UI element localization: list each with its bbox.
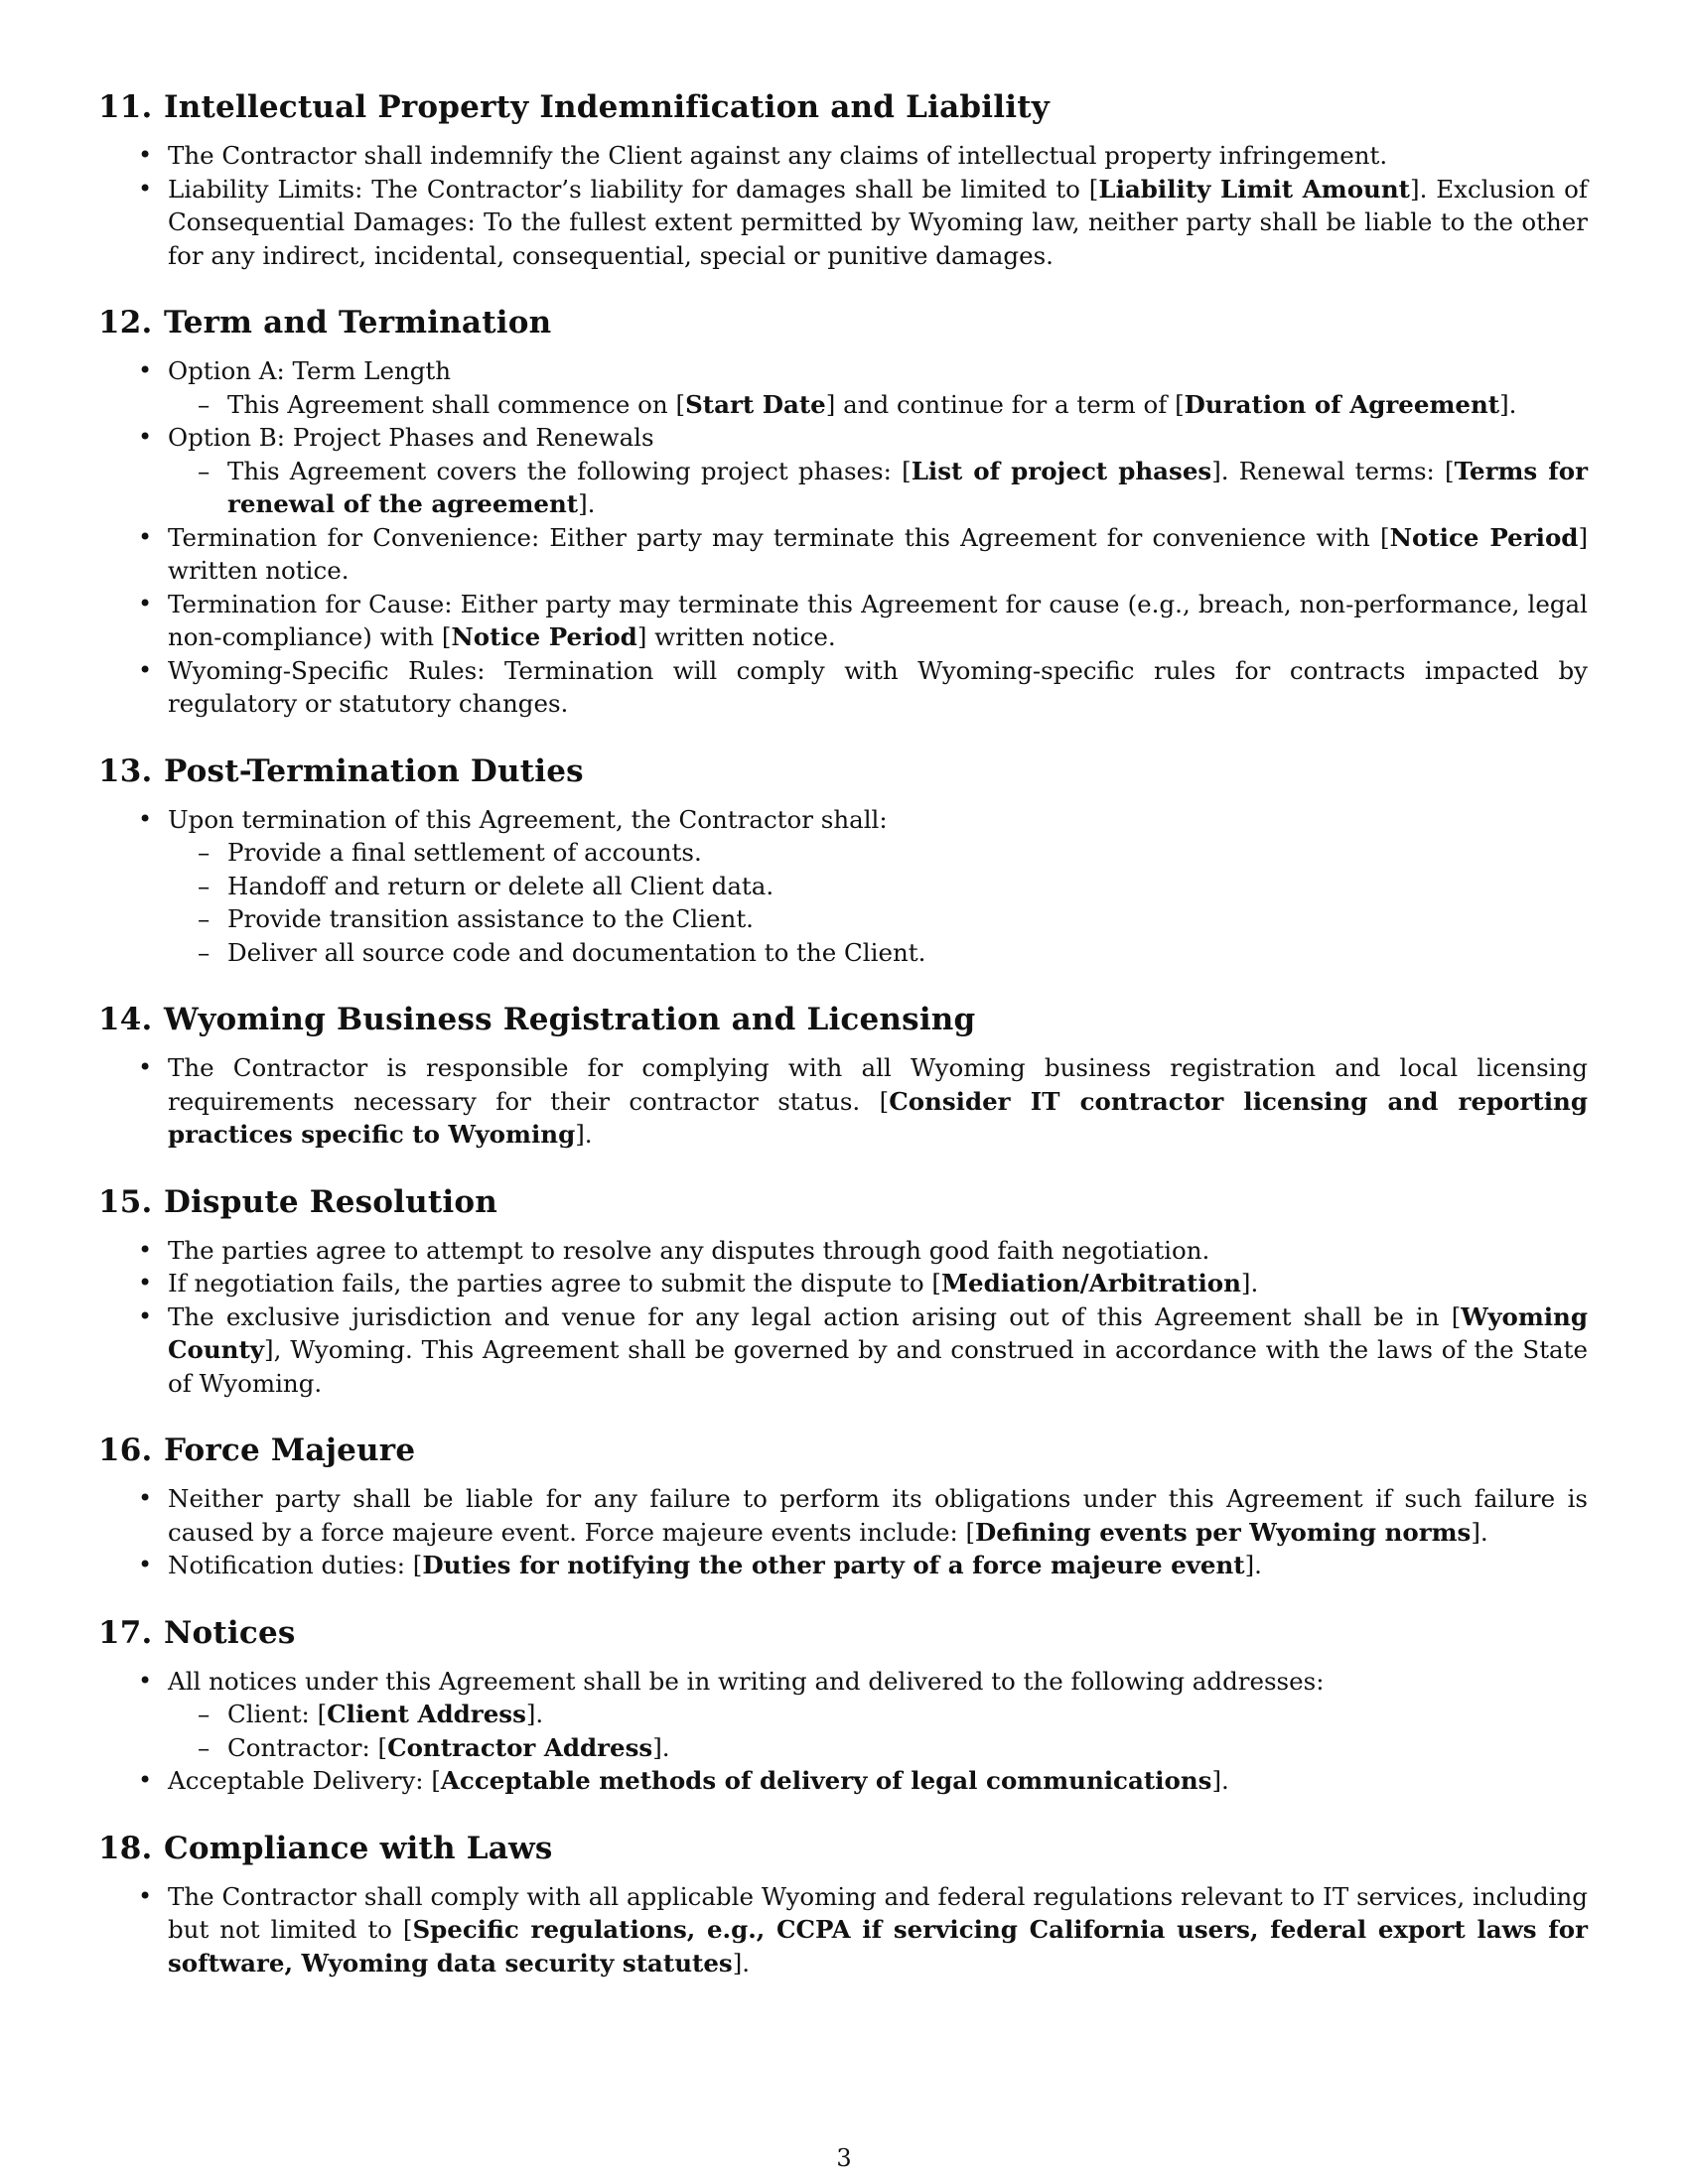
section-14 [98,1000,1588,1152]
section-13 [98,751,1588,970]
placeholder-field: Terms for renewal of the agreement [227,456,1588,518]
list-item: • Wyoming-Specific Rules: Termination will comply with Wyoming-specific rules for contracts impacted by regulatory or statutory changes. [98,654,1588,721]
sub-list-item: – Provide transition assistance to the Client. [168,902,1588,936]
placeholder-field: Contractor Address [387,1732,653,1762]
placeholder-field: Specific regulations, e.g., CCPA if servicing California users, federal export laws for software, Wyoming data security statutes [168,1915,1588,1978]
list-item: • The Contractor shall indemnify the Client against any claims of intellectual property infringement. [98,139,1588,173]
list-item: • Option A: Term Length – This Agreement shall commence on [Start Date] and continue for a term of [Duration of Agreement]. [98,354,1588,421]
placeholder-field: Duties for notifying the other party of a force majeure event [422,1551,1245,1579]
section-heading: 13. Post-Termination Duties [98,752,584,789]
sub-list-item: – This Agreement covers the following project phases: [List of project phases]. Renewal terms: [Terms for renewal of the agreement]. [168,455,1588,521]
placeholder-field: Mediation/Arbitration [940,1269,1241,1297]
placeholder-field: Start Date [685,389,826,419]
page-number: 3 [836,2144,852,2172]
bullet-list [98,354,1588,721]
placeholder-field: Wyoming County [168,1301,1588,1364]
section-11 [98,87,1588,272]
placeholder-field: List of project phases [911,456,1212,485]
bullet-list [98,1051,1588,1152]
sub-list [168,455,1588,521]
sub-list-item: – Provide a final settlement of accounts. [168,836,1588,870]
list-item: • Acceptable Delivery: [Acceptable methods of delivery of legal communications]. [98,1764,1588,1798]
list-item: • The parties agree to attempt to resolve any disputes through good faith negotiation. [98,1234,1588,1268]
sub-list-item: – Handoff and return or delete all Client data. [168,870,1588,903]
list-item: • Notification duties: [Duties for notifying the other party of a force majeure event]. [98,1549,1588,1582]
bullet-list [98,1880,1588,1980]
sub-list-item: – This Agreement shall commence on [Start Date] and continue for a term of [Duration of Agreement]. [168,388,1588,422]
section-17 [98,1613,1588,1798]
placeholder-field: Notice Period [1389,522,1579,552]
section-heading: 14. Wyoming Business Registration and Licensing [98,1002,976,1037]
bullet-list [98,1665,1588,1798]
section-16 [98,1431,1588,1582]
placeholder-field: Acceptable methods of delivery of legal communications [440,1766,1212,1795]
section-12 [98,303,1588,721]
sub-list-item: – Deliver all source code and documentation to the Client. [168,936,1588,970]
placeholder-field: Defining events per Wyoming norms [975,1517,1472,1547]
placeholder-field: Liability Limit Amount [1098,174,1411,204]
list-item: • Termination for Convenience: Either party may terminate this Agreement for convenience with [Notice Period] written notice. [98,521,1588,588]
list-item: • The exclusive jurisdiction and venue for any legal action arising out of this Agreement shall be in [Wyoming County], Wyoming. This Agreement shall be governed by and construed in accordance with the laws of the State of Wyoming. [98,1300,1588,1401]
list-item: • The Contractor is responsible for complying with all Wyoming business registration and local licensing requirements necessary for their contractor status. [Consider IT contractor licensing and reporting practices specific to Wyoming]. [98,1051,1588,1152]
section-heading: 12. Term and Termination [98,305,552,341]
sub-list [168,1698,1588,1764]
placeholder-field: Notice Period [451,622,637,651]
section-heading: 11. Intellectual Property Indemnification and Liability [98,89,1050,125]
bullet-list [98,803,1588,970]
sub-list-item: – Client: [Client Address]. [168,1698,1588,1731]
section-18 [98,1829,1588,1980]
section-heading: 16. Force Majeure [98,1433,416,1468]
sub-list [168,836,1588,969]
section-heading: 17. Notices [98,1614,296,1651]
list-item: • If negotiation fails, the parties agree to submit the dispute to [Mediation/Arbitration]. [98,1267,1588,1300]
list-item: • Option B: Project Phases and Renewals – This Agreement covers the following project phases: [List of project phases]. Renewal terms: [Terms for renewal of the agreement]. [98,421,1588,521]
list-item: • Upon termination of this Agreement, the Contractor shall: – Provide a final settlement of accounts. – Handoff and return or delete all Client data. – Provide transition assistance to the Client. – Deliver all source code and documentation to the Client. [98,803,1588,970]
section-15 [98,1182,1588,1401]
list-item: • The Contractor shall comply with all applicable Wyoming and federal regulations relevant to IT services, including but not limited to [Specific regulations, e.g., CCPA if servicing California users, federal export laws for software, Wyoming data security statutes]. [98,1880,1588,1980]
placeholder-field: Client Address [327,1700,526,1728]
sub-list [168,388,1588,422]
section-heading: 15. Dispute Resolution [98,1183,498,1220]
list-item: • Neither party shall be liable for any failure to perform its obligations under this Agreement if such failure is caused by a force majeure event. Force majeure events include: [Defining events per Wyoming norms]. [98,1482,1588,1549]
list-item: • Liability Limits: The Contractor’s liability for damages shall be limited to [Liability Limit Amount]. Exclusion of Consequential Damages: To the fullest extent permitted by Wyoming law, neither party shall be liable to the other for any indirect, incidental, consequential, special or punitive damages. [98,173,1588,273]
placeholder-field: Duration of Agreement [1184,389,1500,419]
document-body [98,87,1588,2010]
placeholder-field: Consider IT contractor licensing and reporting practices specific to Wyoming [168,1086,1588,1149]
bullet-list [98,1482,1588,1582]
sub-list-item: – Contractor: [Contractor Address]. [168,1731,1588,1765]
list-item: • Termination for Cause: Either party may terminate this Agreement for cause (e.g., breach, non-performance, legal non-compliance) with [Notice Period] written notice. [98,588,1588,654]
section-heading: 18. Compliance with Laws [98,1830,553,1866]
bullet-list [98,1234,1588,1401]
list-item: • All notices under this Agreement shall be in writing and delivered to the following addresses: – Client: [Client Address]. – Contractor: [Contractor Address]. [98,1665,1588,1765]
bullet-list [98,139,1588,272]
